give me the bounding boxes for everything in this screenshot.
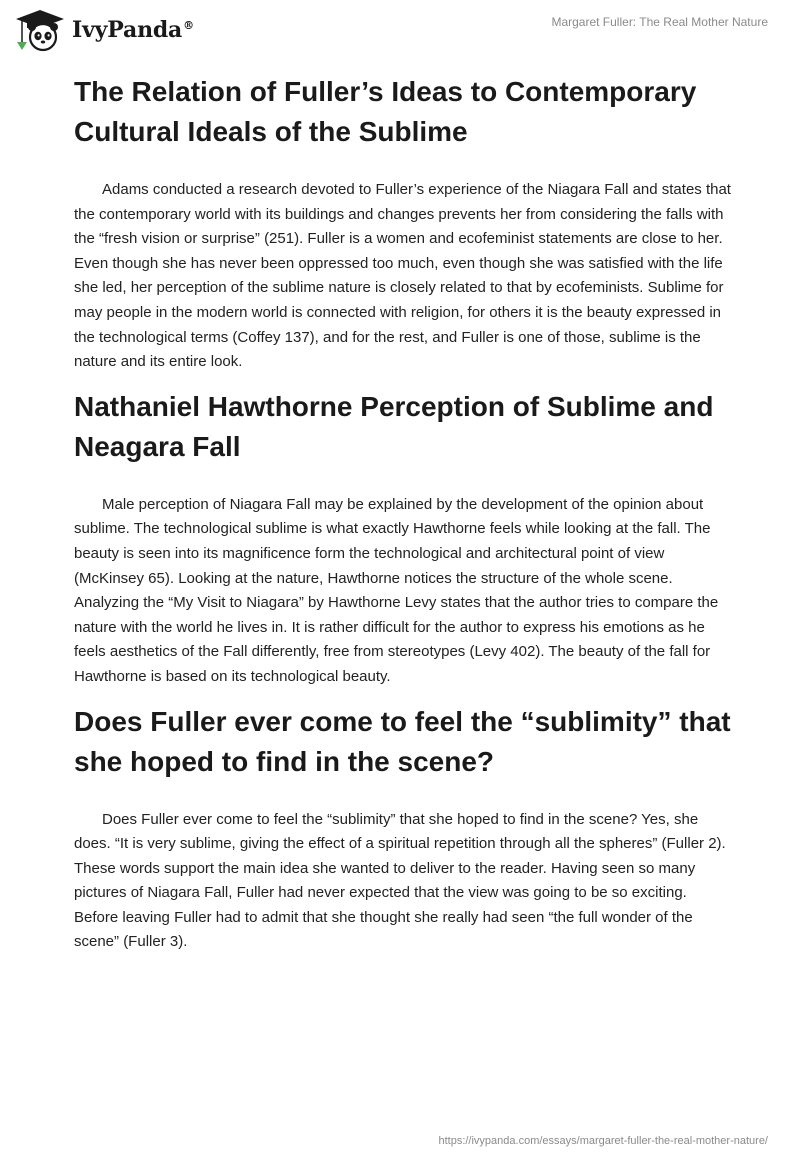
section-paragraph: Does Fuller ever come to feel the “sublimity” that she hoped to find in the scene? Yes, she does. “It is very sublime, giving the effect of a spiritual repetition through all the spheres” (Fuller 2). These words support the main idea she wanted to deliver to the reader. Having seen so many pictures of Niagara Fall, Fuller had never expected that the view was going to be so exciting. Before leaving Fuller had to admit that she thought she really had seen “the full wonder of the scene” (Fuller 3). (74, 810, 726, 951)
brand-name: IvyPanda® (72, 17, 194, 43)
section-heading: Nathaniel Hawthorne Perception of Sublime and Neagara Fall (74, 390, 714, 462)
section-heading: The Relation of Fuller’s Ideas to Contemporary Cultural Ideals of the Sublime (74, 76, 697, 147)
essay-body (74, 70, 734, 955)
section-heading: Does Fuller ever come to feel the “sublimity” that she hoped to find in the scene? (74, 705, 731, 777)
document-title: Margaret Fuller: The Real Mother Nature (551, 15, 768, 29)
page-header (0, 0, 800, 60)
section-paragraph: Adams conducted a research devoted to Fuller’s experience of the Niagara Fall and states that the contemporary world with its buildings and changes prevents her from considering the falls with the “fresh vision or surprise” (251). Fuller is a women and ecofeminist statements are close to her. Even though she has never been oppressed too much, even though she was satisfied with the life she led, her perception of the sublime nature is closely related to that by ecofeminists. Sublime for may people in the modern world is connected with religion, for others it is the beauty expressed in the technological terms (Coffey 137), and for the rest, and Fuller is one of those, sublime is the nature and its entire look. (74, 181, 731, 371)
section-paragraph: Male perception of Niagara Fall may be explained by the development of the opinion about sublime. The technological sublime is what exactly Hawthorne feels while looking at the fall. The beauty is seen into its magnificence form the technological and architectural point of view (McKinsey 65). Looking at the nature, Hawthorne notices the structure of the whole scene. Analyzing the “My Visit to Niagara” by Hawthorne Levy states that the author tries to compare the nature with the world he lives in. It is rather difficult for the author to express his emotions as he feels aesthetics of the Fall differently, free from stereotypes (Levy 402). The beauty of the fall for Hawthorne is based on its technological beauty. (74, 495, 719, 685)
panda-logo-icon (14, 8, 66, 52)
brand-logo[interactable] (14, 8, 194, 52)
source-url-link[interactable]: https://ivypanda.com/essays/margaret-fuller-the-real-mother-nature/ (438, 1135, 768, 1147)
